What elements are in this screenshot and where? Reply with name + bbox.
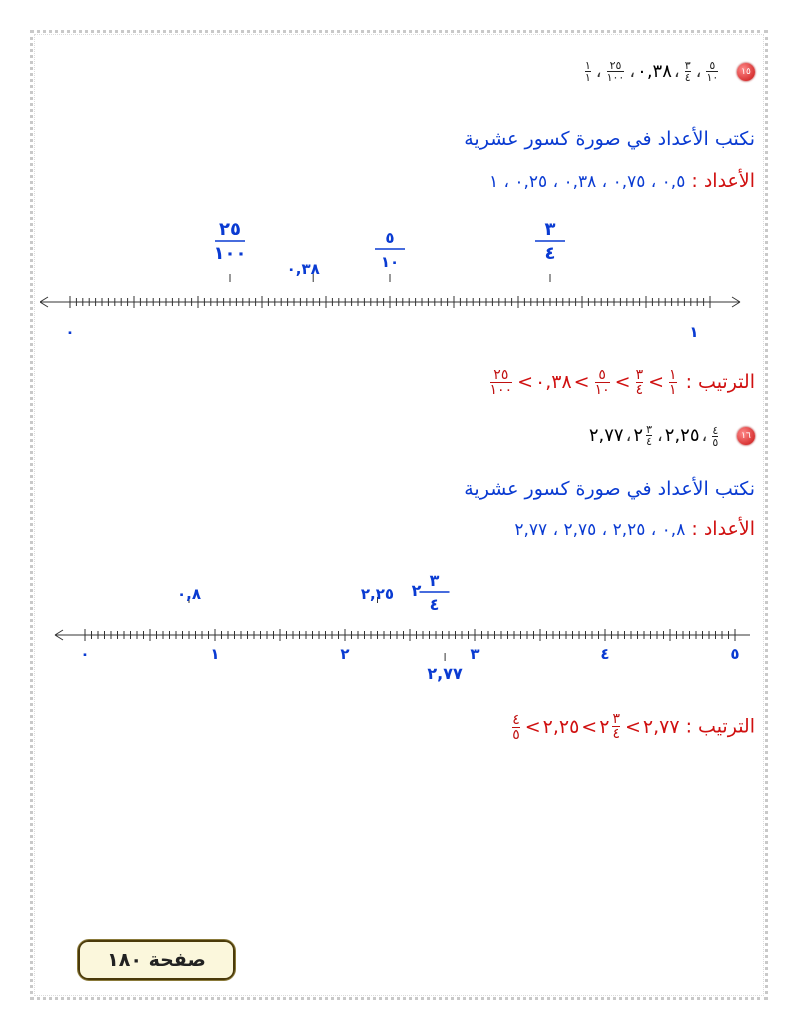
tick-label: ٤ bbox=[600, 645, 610, 663]
fraction-numerator: ٣ bbox=[635, 367, 644, 383]
fraction-denominator: ٥ bbox=[712, 435, 719, 449]
fraction bbox=[646, 424, 652, 447]
number-text: ٠,٣٨ bbox=[637, 60, 672, 82]
fraction-denominator: ٤ bbox=[646, 435, 652, 448]
list-separator: ، bbox=[625, 425, 632, 446]
fraction-numerator: ٥ bbox=[385, 229, 395, 247]
mixed-number bbox=[599, 712, 623, 741]
problem-16-order bbox=[509, 712, 755, 742]
fraction-denominator: ١ bbox=[669, 382, 677, 398]
list-separator: ، bbox=[595, 60, 602, 82]
problem-16-order-label: الترتيب : bbox=[685, 715, 755, 738]
fraction bbox=[607, 60, 625, 83]
mark-label: ٠,٨ bbox=[176, 585, 202, 603]
fraction-denominator: ١٠٠ bbox=[606, 71, 625, 84]
fraction-numerator: ٥ bbox=[709, 59, 716, 72]
fraction-denominator: ١ bbox=[584, 71, 591, 84]
fraction-denominator: ٤ bbox=[635, 382, 644, 398]
problem-15-numbers bbox=[489, 170, 755, 192]
problem-16-badge: ١٦ bbox=[737, 427, 755, 445]
fraction-numerator: ٣ bbox=[544, 219, 556, 240]
fraction-denominator: ١٠٠ bbox=[213, 243, 247, 264]
fraction-numerator: ٤ bbox=[512, 711, 520, 728]
fraction-denominator: ٤ bbox=[544, 243, 556, 264]
fraction bbox=[636, 368, 644, 397]
fraction bbox=[706, 60, 718, 83]
problem-16-numbers-value: ٠,٨ ، ٢,٢٥ ، ٢,٧٥ ، ٢,٧٧ bbox=[514, 520, 686, 540]
number-line-16 bbox=[40, 560, 750, 690]
fraction-numerator: ٣ bbox=[684, 59, 691, 72]
fraction-numerator: ٣ bbox=[646, 423, 652, 436]
fraction bbox=[669, 368, 677, 397]
comparison-sign: > bbox=[581, 715, 598, 738]
fraction-denominator: ١٠ bbox=[706, 71, 719, 84]
comparison-sign: > bbox=[648, 371, 665, 393]
list-separator: ، bbox=[656, 425, 663, 446]
problem-15-badge: ١٥ bbox=[737, 63, 755, 81]
tick-label: ٣ bbox=[470, 645, 480, 663]
comparison-sign: > bbox=[524, 715, 541, 738]
tick-label-0: ٠ bbox=[65, 323, 75, 341]
problem-15-numbers-label: الأعداد : bbox=[691, 170, 755, 192]
fraction-numerator: ٢٥ bbox=[609, 59, 622, 72]
mark-label: ٢,٢٥ bbox=[360, 585, 395, 603]
list-separator: ، bbox=[629, 60, 636, 82]
fraction-numerator: ٣ bbox=[429, 571, 440, 590]
fraction bbox=[685, 60, 691, 83]
mixed-number-whole: ٢ bbox=[599, 715, 610, 738]
tick-label-1: ١ bbox=[689, 323, 699, 341]
tick-label: ٥ bbox=[730, 645, 740, 663]
problem-16-order-values bbox=[509, 711, 680, 743]
tick-label: ٠ bbox=[80, 645, 90, 663]
tick-label: ١ bbox=[210, 645, 220, 663]
problem-15-order-values bbox=[487, 367, 680, 398]
problem-15-statement bbox=[582, 60, 755, 83]
fraction bbox=[595, 368, 610, 397]
problem-16-numbers bbox=[514, 518, 755, 540]
problem-15-order-label: الترتيب : bbox=[685, 371, 755, 393]
page-number-box bbox=[78, 940, 235, 980]
fraction-denominator: ٤ bbox=[684, 71, 691, 84]
fraction-denominator: ٤ bbox=[612, 726, 620, 742]
problem-15-order bbox=[487, 368, 755, 397]
fraction bbox=[490, 368, 513, 397]
comparison-sign: > bbox=[624, 715, 641, 738]
tick-label: ٢ bbox=[340, 645, 350, 663]
fraction-denominator: ١٠ bbox=[594, 382, 610, 398]
number-text: ٢,٧٧ bbox=[588, 425, 624, 446]
list-separator: ، bbox=[701, 425, 708, 446]
comparison-sign: > bbox=[614, 371, 631, 393]
mixed-number-whole: ٢ bbox=[411, 581, 422, 600]
mixed-number bbox=[633, 424, 655, 447]
mark-label: ٢,٧٧ bbox=[427, 664, 463, 683]
list-separator: ، bbox=[695, 60, 702, 82]
fraction-numerator: ٢٥ bbox=[493, 367, 509, 383]
fraction bbox=[612, 712, 620, 741]
comparison-sign: > bbox=[573, 371, 590, 393]
problem-16-instruction: نكتب الأعداد في صورة كسور عشرية bbox=[464, 478, 755, 500]
mixed-number-whole: ٢ bbox=[633, 425, 644, 446]
page-number: صفحة ١٨٠ bbox=[107, 949, 206, 971]
number-text: ٢,٢٥ bbox=[542, 715, 580, 738]
problem-16-numbers-label: الأعداد : bbox=[691, 518, 755, 540]
problem-15-numbers-value: ٠,٥ ، ٠,٧٥ ، ٠,٣٨ ، ٠,٢٥ ، ١ bbox=[488, 172, 686, 192]
list-separator: ، bbox=[673, 60, 680, 82]
fraction-denominator: ٤ bbox=[429, 595, 440, 614]
problem-16-statement bbox=[589, 424, 755, 448]
number-text: ٢,٧٧ bbox=[642, 715, 680, 738]
fraction-numerator: ٣ bbox=[612, 711, 620, 727]
problem-15-items bbox=[582, 61, 721, 82]
fraction-denominator: ٥ bbox=[512, 726, 520, 743]
fraction-denominator: ١٠ bbox=[380, 253, 400, 271]
fraction bbox=[712, 425, 718, 448]
mark-label: ٠,٣٨ bbox=[286, 260, 320, 278]
comparison-sign: > bbox=[517, 371, 534, 393]
number-text: ٢,٢٥ bbox=[664, 425, 700, 446]
fraction-numerator: ١ bbox=[584, 59, 591, 72]
fraction bbox=[512, 713, 520, 742]
fraction-denominator: ١٠٠ bbox=[489, 382, 513, 398]
fraction-numerator: ٥ bbox=[598, 367, 606, 383]
number-text: ٠,٣٨ bbox=[535, 371, 572, 393]
number-line-15 bbox=[40, 210, 750, 345]
fraction-numerator: ٢٥ bbox=[219, 219, 241, 240]
fraction-numerator: ١ bbox=[669, 367, 677, 383]
fraction-numerator: ٤ bbox=[712, 423, 719, 437]
problem-16-items bbox=[588, 423, 721, 449]
fraction bbox=[585, 60, 591, 83]
problem-15-instruction: نكتب الأعداد في صورة كسور عشرية bbox=[464, 128, 755, 150]
